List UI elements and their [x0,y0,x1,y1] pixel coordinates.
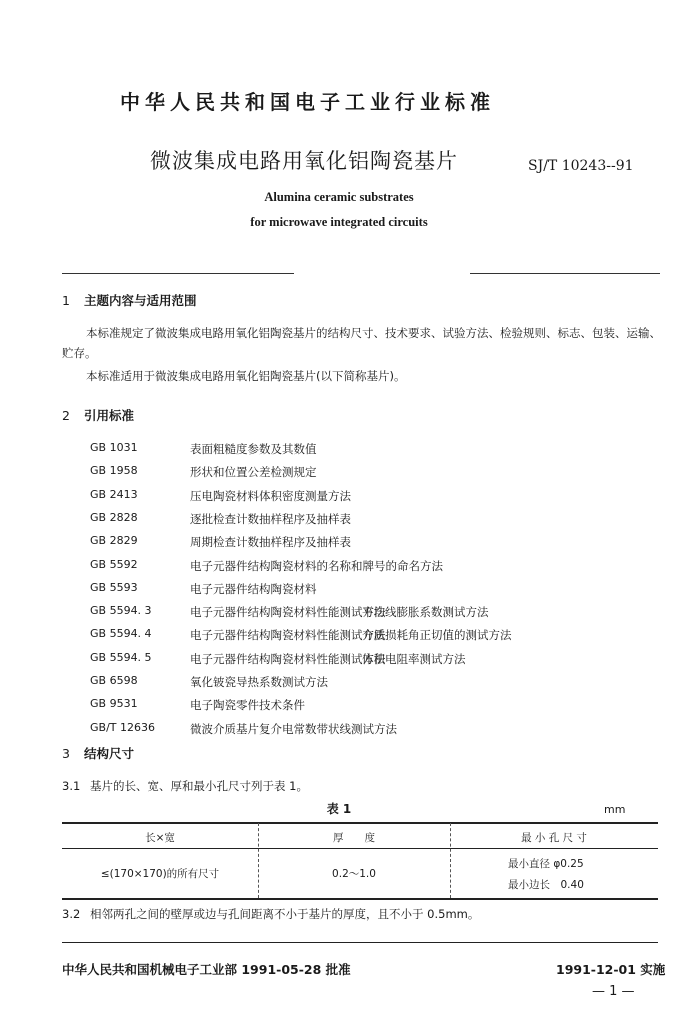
reference-name: 氧化铍瓷导热系数测试方法 [190,675,328,689]
document-title-en-line2: for microwave integrated circuits [250,215,428,229]
clause-3-1-text: 基片的长、宽、厚和最小孔尺寸列于表 1。 [90,779,308,793]
reference-code: GB 5594. 5 [90,650,152,664]
reference-name: 电子元器件结构陶瓷材料 [190,581,317,596]
reference-item [90,464,660,482]
reference-subtitle: 平均线膨胀系数测试方法 [362,605,489,620]
reference-name: 表面粗糙度参数及其数值 [190,442,317,456]
implementation-date: 1991-12-01 实施 [556,962,666,977]
clause-3-1-number: 3.1 [62,779,81,793]
clause-3-2-text: 相邻两孔之间的壁厚或边与孔间距离不小于基片的厚度，且不小于 0.5mm。 [90,907,480,921]
clause-3-1 [62,776,662,796]
section-2-title: 引用标准 [84,408,135,423]
reference-item [90,697,660,715]
reference-code: GB 2829 [90,534,138,548]
clause-3-2-number: 3.2 [62,907,81,921]
reference-item [90,627,660,645]
section-1-number: 1 [62,293,70,308]
standard-number: SJ/T 10243--91 [528,158,634,174]
reference-name: 压电陶瓷材料体积密度测量方法 [190,488,351,503]
reference-code: GB 5592 [90,557,138,571]
table-header-min-hole: 最 小 孔 尺 寸 [521,832,587,844]
table-bottom-rule [62,898,658,900]
reference-item [90,581,660,599]
reference-name: 逐批检查计数抽样程序及抽样表 [190,511,351,526]
reference-name: 形状和位置公差检测规定 [190,465,317,480]
reference-item [90,511,660,529]
table-top-rule [62,822,658,824]
footer-rule [62,942,658,943]
section-1-para-2: 本标准适用于微波集成电路用氧化铝陶瓷基片(以下简称基片)。 [86,369,406,383]
standard-body-title: 中华人民共和国电子工业行业标准 [120,90,495,114]
reference-code: GB/T 12636 [90,720,155,734]
reference-code: GB 1958 [90,464,138,478]
reference-name: 周期检查计数抽样程序及抽样表 [190,535,351,550]
reference-item [90,558,660,576]
reference-name: 电子元器件结构陶瓷材料的名称和牌号的命名方法 [190,558,443,573]
reference-item [90,674,660,692]
table-header-size: 长×宽 [145,832,175,844]
section-1-heading [62,291,197,309]
section-3-number: 3 [62,746,70,761]
reference-item [90,488,660,506]
reference-code: GB 6598 [90,674,138,687]
reference-name: 电子元器件结构陶瓷材料性能测试方法 [190,628,386,643]
table-cell-thickness: 0.2～1.0 [332,868,376,880]
reference-code: GB 5594. 3 [90,604,152,618]
reference-code: GB 1031 [90,441,138,454]
table-cell-min-diameter: 最小直径 φ0.25 [508,858,584,870]
table-1-unit: mm [604,803,626,816]
reference-code: GB 2828 [90,510,138,524]
clause-3-2 [62,904,662,924]
reference-item [90,441,660,459]
section-3-heading [62,744,134,762]
table-cell-min-side: 最小边长 0.40 [508,879,584,891]
reference-code: GB 2413 [90,487,138,501]
table-header-rule [62,848,658,849]
reference-code: GB 5594. 4 [90,627,152,641]
header-rule-right [470,273,660,274]
section-2-heading [62,406,134,424]
reference-subtitle: 体积电阻率测试方法 [362,651,466,666]
reference-item [90,651,660,669]
reference-item [90,721,660,739]
reference-name: 电子陶瓷零件技术条件 [190,698,305,713]
section-1-para-1: 本标准规定了微波集成电路用氧化铝陶瓷基片的结构尺寸、技术要求、试验方法、检验规则、标志、包装、运输、贮存。 [62,326,661,360]
table-cell-size: ≤(170×170)的所有尺寸 [100,868,220,880]
document-title-en-line1: Alumina ceramic substrates [264,190,414,204]
approval-line: 中华人民共和国机械电子工业部 1991-05-28 批准 [62,962,351,977]
reference-code: GB 9531 [90,697,138,711]
header-rule-left [62,273,294,274]
reference-name: 电子元器件结构陶瓷材料性能测试方法 [190,651,386,666]
reference-name: 微波介质基片复介电常数带状线测试方法 [190,721,397,736]
document-title-cn: 微波集成电路用氧化铝陶瓷基片 [150,149,458,173]
table-1-title: 表 1 [326,802,352,816]
section-1-title: 主题内容与适用范围 [84,293,197,308]
section-2-number: 2 [62,408,70,423]
reference-code: GB 5593 [90,580,138,594]
reference-name: 电子元器件结构陶瓷材料性能测试方法 [190,605,386,620]
reference-item [90,534,660,552]
page-number: — 1 — [592,984,635,999]
section-3-title: 结构尺寸 [84,746,135,761]
table-header-thickness: 厚 度 [333,832,375,844]
reference-item [90,604,660,622]
reference-subtitle: 介质损耗角正切值的测试方法 [362,628,512,643]
